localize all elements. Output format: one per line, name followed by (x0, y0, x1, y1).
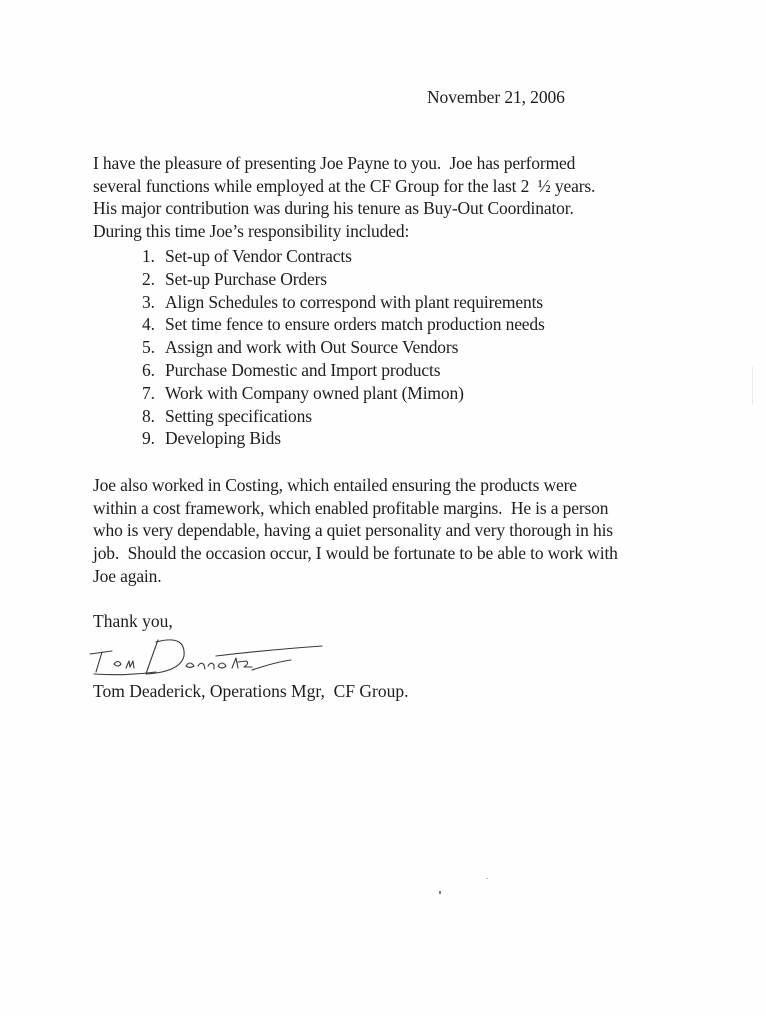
list-item-text: Align Schedules to correspond with plant requirements (165, 291, 543, 312)
list-item-number: 1. (142, 246, 155, 266)
paragraph-line: Joe again. (93, 565, 162, 586)
list-item-text: Set-up Purchase Orders (165, 268, 327, 289)
scan-artifact (752, 366, 756, 406)
list-item-text: Setting specifications (165, 405, 312, 426)
responsibilities-list (142, 245, 545, 450)
list-item-number: 7. (142, 382, 155, 403)
second-paragraph (93, 474, 618, 588)
handwritten-signature-icon (86, 632, 336, 682)
list-item-text: Set time fence to ensure orders match production needs (165, 314, 545, 335)
closing-salutation: Thank you, (93, 611, 173, 631)
list-item-number: 3. (142, 291, 155, 312)
scan-speck (439, 891, 441, 894)
list-item (142, 245, 545, 268)
list-item (142, 405, 545, 428)
list-item-number: 2. (142, 268, 155, 289)
paragraph-line: within a cost framework, which enabled profitable margins. He is a person (93, 497, 609, 518)
list-item-text: Set-up of Vendor Contracts (165, 246, 352, 266)
paragraph-line: job. Should the occasion occur, I would be fortunate to be able to work with (93, 543, 618, 564)
list-item (142, 336, 545, 359)
list-item (142, 268, 545, 291)
list-item (142, 382, 545, 405)
list-item-number: 6. (142, 359, 155, 380)
list-item-number: 9. (142, 428, 155, 449)
paragraph-line: who is very dependable, having a quiet personality and very thorough in his (93, 520, 613, 541)
list-item (142, 291, 545, 314)
intro-paragraph (93, 152, 595, 243)
list-item (142, 313, 545, 336)
paragraph-line: Joe also worked in Costing, which entailed ensuring the products were (93, 475, 577, 495)
intro-line: During this time Joe’s responsibility included: (93, 221, 410, 242)
list-item-text: Purchase Domestic and Import products (165, 359, 441, 380)
signer-name-title: Tom Deaderick, Operations Mgr, CF Group. (93, 681, 409, 701)
list-item-text: Assign and work with Out Source Vendors (165, 337, 459, 358)
scan-speck (486, 878, 488, 879)
list-item (142, 427, 545, 450)
list-item-number: 8. (142, 405, 155, 426)
intro-line: I have the pleasure of presenting Joe Payne to you. Joe has performed (93, 153, 576, 173)
letter-date: November 21, 2006 (427, 87, 565, 107)
list-item (142, 359, 545, 382)
list-item-text: Developing Bids (165, 428, 281, 449)
intro-line: several functions while employed at the CF Group for the last 2 ½ years. (93, 175, 596, 196)
list-item-text: Work with Company owned plant (Mimon) (165, 382, 464, 403)
list-item-number: 5. (142, 337, 155, 358)
intro-line: His major contribution was during his tenure as Buy-Out Coordinator. (93, 198, 574, 219)
list-item-number: 4. (142, 314, 155, 335)
